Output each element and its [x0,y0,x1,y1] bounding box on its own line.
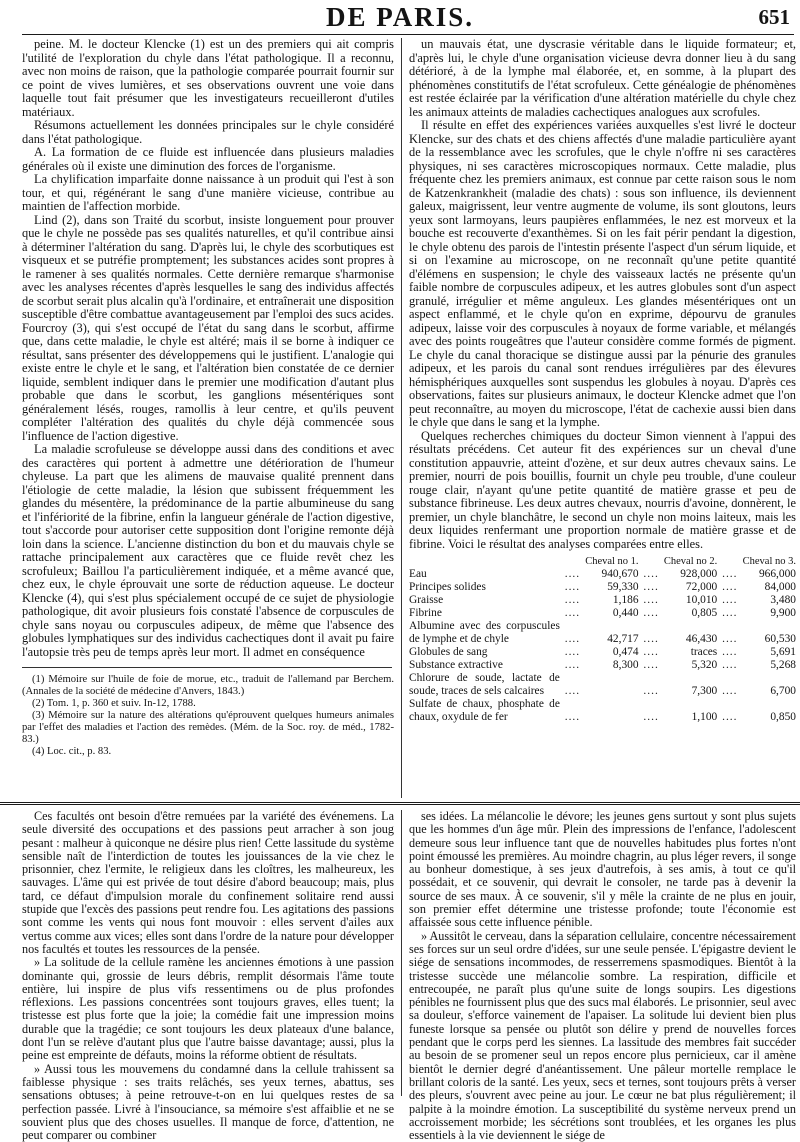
leader-dots: .... [722,594,738,606]
table-row [409,620,796,646]
row-label: Albumine avec des corpuscules de lymphe et de chyle [409,620,560,645]
feuilleton-left-column [22,809,394,1142]
leader-dots: .... [643,711,659,723]
leader-dots: .... [643,659,659,671]
value-cheval-1: 42,717 [607,633,639,645]
table-row [409,581,796,594]
value-cheval-3: 6,700 [770,685,796,697]
row-label: Sulfate de chaux, phosphate de chaux, oxydule de fer [409,698,560,723]
value-cheval-3: 60,530 [764,633,796,645]
leader-dots: .... [643,581,659,593]
leader-dots: .... [564,646,581,658]
feuilleton-section [22,809,796,1142]
leader-dots: .... [722,607,738,619]
page-number: 651 [758,5,790,29]
leader-dots: .... [564,659,581,671]
table-row [409,594,796,607]
table-row [409,607,796,620]
value-cheval-1: 940,670 [601,568,639,580]
value-cheval-2: 1,100 [691,711,718,723]
page-header [0,0,800,32]
row-label: Fibrine [409,607,442,619]
leader-dots: .... [722,659,738,671]
value-cheval-1: 0,474 [612,646,639,658]
paragraph: ses idées. La mélancolie le dévore; les jeunes gens surtout y sont plus sujets que les hommes d'un âge mûr. Plein des impressions de l'enfance, l'adolescent demeure sous leur influence tant que de nouvelles habitudes plus fortes n'ont point émoussé les premières. Au moindre chagrin, au plus léger revers, il songe au bonheur domestique, à ses jeux d'autrefois, à ses amis, à tout ce qu'il possédait, et ce souvenir, qui devrait le consoler, ne tarde pas à devenir la source de ses maux. À ce souvenir, s'il y mêle la crainte de ne plus en jouir, son premier effet détermine une tristesse profonde; toute l'économie est affaissée sous cette influence pénible. [409,809,796,930]
leader-dots: .... [643,568,659,580]
footnote: (2) Tom. 1, p. 360 et suiv. In-12, 1788. [32,698,196,709]
table-body [409,568,796,724]
header-rule [22,34,794,35]
leader-dots: .... [564,633,581,645]
column-header: Cheval no 2. [663,556,718,567]
table-row [409,568,796,581]
paragraph: La maladie scrofuleuse se développe aussi dans des conditions et avec des caractères qui portent à admettre une détérioration de l'humeur chyleuse. La part que les alimens de mauvaise qualité prennent dans l'étiologie de cette maladie, la lésion que subissent fréquemment les glandes du mésentère, la prédominance de la partie albumineuse du sang et l'infériorité de la fibrine, enfin la langueur générale de l'action digestive, tout s'accorde pour autoriser cette supposition dont l'origine remonte déjà loin dans la science. L'ancienne distinction du bon et du mauvais chyle se rattache principalement aux caractères que ce fluide revêt chez les scrofuleux; Baillou l'a particulièrement indiquée, et a même avancé que, chez eux, le chyle éprouvait une sorte de réduction aqueuse. Le docteur Klencke (4), qui s'est plus spécialement occupé de ce sujet de physiologie pathologique, dit avoir plusieurs fois constaté l'absence de corpuscules de chyle sans noyau ou corpuscules adipeux, de même que l'absence des globules lymphatiques sur des individus cachectiques dont il avait pu faire l'autopsie très peu de temps après leur mort. Il admet en conséquence [22,442,394,659]
table-row [409,646,796,659]
leader-dots: .... [564,607,581,619]
paragraph: » Aussi tous les mouvemens du condamné dans la cellule trahissent sa faiblesse physique : ses traits relâchés, ses yeux ternes, abattus, ses sensations obtuses; à peine retrouve-t-on en lui quelques restes de sa perfection passée. Livré à l'insouciance, sa mémoire s'est affaiblie et ne se souvient plus que des choses usuelles. Il manque de force, d'attention, ne peut comparer ou combiner [22,1061,394,1142]
paragraph: A. La formation de ce fluide est influencée dans plusieurs maladies générales où il existe une diminution des forces de l'organisme. [22,145,394,173]
value-cheval-3: 5,268 [770,659,796,671]
paragraph: » La solitude de la cellule ramène les anciennes émotions à une passion dominante qui, grossie de leurs débris, remplit désormais l'âme toute entière, lui inspire de plus vifs ressentimens ou de plus profondes réflexions. Les passions concentrées sont toujours graves, elles tuent; la tristesse est plus forte que la joie; la comédie fait une impression moins durable que la tragédie; ce sont toujours les deux plateaux d'une balance, dont l'un se relève d'autant plus que l'autre baisse davantage; aussi, plus la peine est empreinte de défauts, moins la réforme obtient de résultats. [22,955,394,1063]
table-row [409,672,796,698]
footnote: (4) Loc. cit., p. 83. [32,746,112,757]
leader-dots: .... [564,581,581,593]
paragraph: un mauvais état, une dyscrasie véritable dans le liquide formateur; et, d'après lui, le chyle d'une organisation vicieuse devra donner lieu à du sang détérioré, à de la lymphe mal élaborée, et, en somme, à la plupart des phénomènes constitutifs de l'état scrofuleux. Cette généalogie de phénomènes est restée éclairée par la vérification d'une altération matérielle du chyle chez les animaux atteints de maladies cachectiques analogues aux scrofules. [409,37,796,119]
paragraph: » Aussitôt le cerveau, dans la séparation cellulaire, concentre nécessairement ses forces sur un seul ordre d'idées, sur une seule pensée. L'épigastre devient le siége de sensations incommodes, de resserremens spasmodiques. Bientôt à la tristesse succède une mélancolie sombre. La respiration, difficile et entrecoupée, ne paraît plus qu'une suite de longs soupirs. Les digestions pénibles ne fournissent plus que des sucs mal élaborés. Le prisonnier, seul avec sa douleur, s'efforce vainement de l'apaiser. La solitude lui devient bien plus funeste lorsque sa pensée ou plutôt son délire y prend de nouvelles forces pendant que le corps perd les siennes. La lassitude des membres fait succéder au besoin de se promener seul un repos encore plus pernicieux, car il amène bientôt le dernier degré d'anéantissement. Une pâleur mortelle remplace le brillant coloris de la santé. Les yeux, secs et ternes, sont toujours prêts à verser des pleurs, s'ouvrent avec peine au jour. Le cœur ne bat plus régulièrement; il palpite à la moindre émotion. La susceptibilité du système nerveux prend un accroissement morbide; les sécrétions sont troublées, et les organes les plus essentiels à la vie deviennent le siége de [409,928,796,1142]
value-cheval-2: 46,430 [685,633,718,645]
column-header: Cheval no 1. [585,556,639,567]
row-label: Principes solides [409,581,486,593]
row-label: Globules de sang [409,646,488,658]
row-label: Eau [409,568,427,580]
leader-dots: .... [564,568,581,580]
value-cheval-2: 928,000 [680,568,718,580]
value-cheval-3: 3,480 [770,594,796,606]
article-section [22,38,796,798]
footnote: (1) Mémoire sur l'huile de foie de morue, etc., traduit de l'allemand par Berchem. (Annales de la société de médecine d'Anvers, 1843.) [22,674,394,697]
paragraph: Quelques recherches chimiques du docteur Simon viennent à l'appui des résultats précédens. Cet auteur fit des expériences sur un cheval d'une constitution appauvrie, atteint d'ozène, et sur deux autres chevaux sains. Le premier, nourri de pois bouillis, fournit un chyle peu trouble, d'une couleur rouge clair, n'ayant qu'une petite quantité de matière grasse et peu de substance fibrineuse. Les deux autres chevaux, nourris d'avoine, donnèrent, le premier, un chyle blanchâtre, le second un chyle non moins laiteux, mais les deux liquides renfermant une proportion normale de matière grasse et de fibrine. Voici le résultat des analyses comparées entre elles. [409,428,796,551]
leader-dots: .... [643,646,659,658]
footnote: (3) Mémoire sur la nature des altérations qu'éprouvent quelques humeurs animales par l'effet des maladies et l'action des remèdes. (Mém. de la Soc. roy. de méd., 1782-83.) [22,710,394,745]
leader-dots: .... [722,685,738,697]
row-label: Graisse [409,594,444,606]
analysis-table [409,555,796,724]
analysis-table-wrapper [409,555,796,724]
running-title: DE PARIS. [325,2,475,32]
value-cheval-1: 8,300 [612,659,639,671]
leader-dots: .... [722,568,738,580]
left-column [22,38,394,798]
value-cheval-2: 7,300 [691,685,718,697]
leader-dots: .... [643,685,659,697]
table-row [409,659,796,672]
value-cheval-1 [585,698,639,724]
right-column [409,38,796,798]
column-header: Cheval no 3. [742,556,796,567]
value-cheval-3: 5,691 [770,646,796,658]
leader-dots: .... [722,711,738,723]
value-cheval-2: 5,320 [691,659,718,671]
paragraph: Résumons actuellement les données principales sur le chyle considéré dans l'état pathologique. [22,118,394,146]
footnotes [22,674,394,758]
leader-dots: .... [643,594,659,606]
value-cheval-1: 59,330 [607,581,639,593]
value-cheval-3: 966,000 [758,568,796,580]
feuilleton-right-column [409,809,796,1142]
value-cheval-3: 0,850 [770,711,796,723]
leader-dots: .... [722,581,738,593]
paragraph: Ces facultés ont besoin d'être remuées par la variété des événemens. La seule diversité des occupations et des passions peut arracher à son joug pesant : malheur à quiconque ne désire plus rien! Cette lassitude du système sensible naît de l'interdiction de toutes les jouissances de la vie chez le prisonnier, chez l'ermite, le religieux dans les cloîtres, les malheureux, les sauvages. L'âme qui est privée de tout désire d'abord beaucoup; mais, plus tard, ce défaut d'impulsion morale du confinement solitaire rend aussi stupide que l'excès des passions peut rendre fou. Les agitations des passions sont comme les vents qui nous font mouvoir : elles servent d'ailes aux vertus comme aux vices; elles sont dans l'ordre de la nature pour développer nos facultés et toutes les ressources de la pensée. [22,809,394,956]
leader-dots: .... [564,594,581,606]
footnote-rule [22,667,392,668]
table-header-row [409,555,796,568]
table-row [409,698,796,724]
value-cheval-1 [585,672,639,698]
paragraph: La chylification imparfaite donne naissance à un produit qui l'est à son tour, et qui, régénérant le sang d'une manière vicieuse, contribue au maintien de l'affection morbide. [22,172,394,213]
column-divider [401,38,402,798]
leader-dots: .... [722,646,738,658]
paragraph: Il résulte en effet des expériences variées auxquelles s'est livré le docteur Klencke, sur des chats et des chiens affectés d'une maladie particulière ayant de la ressemblance avec les scrofules, que le chyle n'offre ni ses caractères physiques, ni ses caractères microscopiques normaux. Cette maladie, plus fréquente chez les premiers animaux, est connue par cette raison sous le nom de Katzenkrankheit (maladie des chats) : sous son influence, ils deviennent galeux, maigrissent, leur ventre augmente de volume, ils sont gloutons, leurs yeux sont larmoyans, leurs paupières enflammées, le nez est morveux et la bouche est recouverte d'exanthèmes. Si on les fait périr pendant la digestion, le chyle obtenu des parois de l'intestin présente l'aspect d'un sérum liquide, et si on l'examine au microscope, on ne reconnaît qu'une petite quantité d'élémens en suspension; le chyle des vaisseaux lactés ne présente qu'un faible nombre de corpuscules adipeux, et les autres globules sont d'un aspect granulé, irrégulier et même anguleux. Les glandes mésentériques ont un aspect enflammé, et le chyle qu'on en exprime, dépourvu de granules adipeux, laisse voir des corpuscules à noyaux de forme variable, et mélangés avec des points rougeâtres que l'auteur considère comme formés de pigment. Le chyle du canal thoracique se distingue aussi par la pénurie des granules adipeux, et les parois du canal sont rendues irrégulières par des élevures hémisphériques auxquelles sont suspendus les globules à noyau. D'après ces observations, faites sur plusieurs animaux, le docteur Klencke admet que l'on peut reconnaître, au moyen du microscope, l'état de cachexie aussi bien dans le chyle que dans le sang et la lymphe. [409,118,796,429]
leader-dots: .... [722,633,738,645]
feuilleton-rule [0,802,800,805]
value-cheval-2: 72,000 [685,581,718,593]
value-cheval-2: 10,010 [685,594,718,606]
value-cheval-1: 1,186 [612,594,639,606]
leader-dots: .... [643,607,659,619]
leader-dots: .... [564,711,581,723]
value-cheval-3: 84,000 [764,581,796,593]
value-cheval-1: 0,440 [612,607,639,619]
value-cheval-2: traces [690,646,718,658]
column-divider [401,810,402,1096]
leader-dots: .... [643,633,659,645]
value-cheval-3: 9,900 [770,607,796,619]
value-cheval-2: 0,805 [691,607,718,619]
paragraph: peine. M. le docteur Klencke (1) est un des premiers qui ait compris l'utilité de l'exploration du chyle dans l'état pathologique. Il a reconnu, avec non moins de raison, que la pathologie comparée pourrait fournir sur ce point de vives lumières, et ses observations ouvrent une voie dans laquelle tout fait présumer que les investigateurs recueilleront d'utiles matériaux. [22,37,394,119]
leader-dots: .... [564,685,581,697]
row-label: Chlorure de soude, lactate de soude, traces de sels calcaires [409,672,560,697]
paragraph: Lind (2), dans son Traité du scorbut, insiste longuement pour prouver que le chyle ne possède pas ses qualités naturelles, et qu'il contribue ainsi à déterminer l'altération du sang. D'après lui, le chyle des scorbutiques est visqueux et se putréfie promptement; les substances acides sont propres à le ramener à ses qualités normales. Cette dernière remarque s'harmonise avec les analyses récentes d'après lesquelles le sang des individus affectés de scorbut serait plus alcalin qu'à l'ordinaire, et entraînerait une disposition susceptible d'être combattue avantageusement par l'emploi des sucs acides. Fourcroy (3), qui s'est occupé de l'état du sang dans le scorbut, affirme que, dans cette maladie, le chyle est altéré; mais il se borne à indiquer ce résultat, sans présenter des développemens qui le justifient. L'analogie qui existe entre le chyle et le sang, et l'altération bien constatée de ce dernier liquide, semblent indiquer dans le premier une modification d'autant plus probable que dans le scorbut, les ganglions mésentériques sont généralement lésés, rouges, ramollis à leur centre, et qu'ils peuvent compléter l'altération des qualités du chyle déjà commencée sous l'influence de l'action digestive. [22,212,394,443]
row-label: Substance extractive [409,659,503,671]
